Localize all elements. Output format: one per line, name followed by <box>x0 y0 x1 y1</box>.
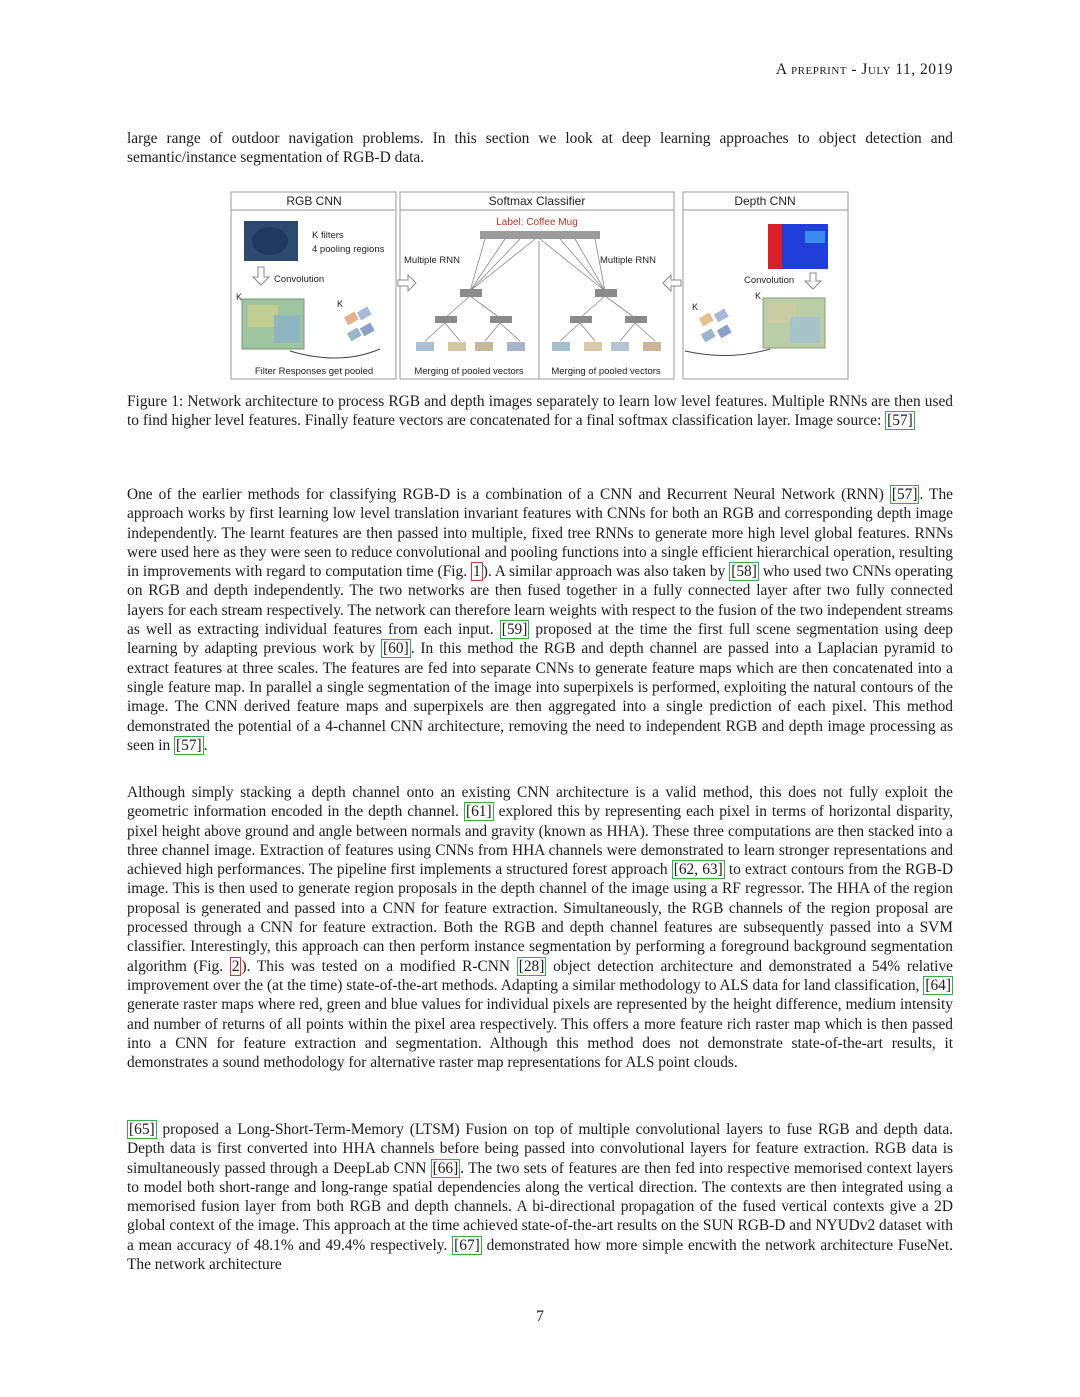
running-header <box>776 61 953 79</box>
rgb-cnn-panel <box>231 192 396 379</box>
depth-cnn-title: Depth CNN <box>734 194 796 208</box>
citation-link[interactable]: [62, 63] <box>673 861 723 879</box>
citation-link[interactable]: [67] <box>454 1236 480 1254</box>
pooling-regions-label: 4 pooling regions <box>312 244 385 255</box>
rgb-cnn-title: RGB CNN <box>286 194 342 208</box>
caption-text: Network architecture to process RGB and depth images separately to learn low level features. Multiple RNNs are then used to find higher level features. Finally feature vectors are concatenated for a final softmax classification layer. Image source: <box>127 393 953 430</box>
body-paragraph-3: [65] proposed a Long-Short-Term-Memory (LTSM) Fusion on top of multiple convolutional layers to fuse RGB and depth data. Depth data is first converted into HHA channels before being passed into convolutional layers for feature extraction. RGB data is simultaneously passed through a DeepLab CNN [66] . The two sets of features are then fed into respective memorised context layers to model both short-range and long-range spatial dependencies along the vertical direction. The contexts are then integrated using a memorised fusion layer from both RGB and depth channels. A bi-directional propagation of the fused vertical contexts give a 2D global context of the image. This approach at the time achieved state-of-the-art results on the SUN RGB-D and NYUDv2 dataset with a mean accuracy of 48.1% and 49.4% respectively. [67] demonstrated how more simple encwith the network architecture FuseNet. The network architecture <box>127 1121 953 1274</box>
softmax-title: Softmax Classifier <box>488 194 586 208</box>
body-paragraph-1: One of the earlier methods for classifying RGB-D is a combination of a CNN and Recurrent Neural Network (RNN) [57] . The approach works by first learning low level translation invariant features with CNNs for both an RGB and corresponding depth image independently. The learnt features are then passed into multiple, fixed tree RNNs to generate more high level global features. RNNs were used here as they were seen to reduce convolutional and pooling functions into a single efficient hierarchical operation, resulting in improvements with regard to computation time (Fig. 1 ). A similar approach was also taken by [58] who used two CNNs operating on RGB and depth independently. The two networks are then fused together in a fully connected layer after two fully connected layers for each stream respectively. The network can therefore learn weights with respect to the fusion of the two independent streams as well as extracting individual features from each input. [59] proposed at the time the first full scene segmentation using deep learning by adapting previous work by [60] . In this method the RGB and depth channel are passed into a Laplacian pyramid to extract features at three scales. The features are fed into separate CNNs to generate feature maps which are then concatenated into a single feature map. In parallel a single segmentation of the image into superpixels is performed, exploiting the natural contours of the image. The CNN derived feature maps and superpixels are then aggregated into a single prediction of each pixel. This method demonstrated the potential of a 4-channel CNN architecture, removing the need to independent RGB and depth image processing as seen in [57] . <box>127 486 954 754</box>
figure-reference-link[interactable]: 1 <box>473 563 481 581</box>
softmax-vector <box>480 231 600 239</box>
citation-link[interactable]: [60] <box>383 640 409 658</box>
caption-label: Figure 1: <box>127 393 184 410</box>
figure-1-caption <box>127 392 953 431</box>
filter-responses-label: Filter Responses get pooled <box>254 366 374 377</box>
k-label-4: K <box>692 302 699 312</box>
citation-link[interactable]: [28] <box>518 957 545 975</box>
convolution-label-right: Convolution <box>744 275 795 286</box>
k-label-2: K <box>337 299 344 309</box>
citation-link[interactable]: [59] <box>501 621 528 639</box>
citation-link[interactable]: [58] <box>731 563 757 581</box>
multiple-rnn-right: Multiple RNN <box>600 255 656 266</box>
figure-reference-link[interactable]: 2 <box>231 957 240 975</box>
merging-label-left: Merging of pooled vectors <box>414 366 524 377</box>
label-coffee-mug: Label: Coffee Mug <box>496 217 578 228</box>
citation-link[interactable]: [66] <box>432 1159 459 1177</box>
rnn-node-left-top <box>460 289 482 297</box>
multiple-rnn-left: Multiple RNN <box>404 255 460 266</box>
intro-paragraph: large range of outdoor navigation problems. In this section we look at deep learning approaches to object detection and semantic/instance segmentation of RGB-D data. <box>127 130 953 167</box>
merging-label-right: Merging of pooled vectors <box>551 366 661 377</box>
citation-link[interactable]: [57] <box>891 486 918 503</box>
page-number: 7 <box>536 1308 544 1325</box>
body-paragraph-2: Although simply stacking a depth channel onto an existing CNN architecture is a valid method, this does not fully exploit the geometric information encoded in the depth channel. [61] explored this by representing each pixel in terms of horizontal disparity, pixel height above ground and angle between normals and gravity (known as HHA). These three computations are then stacked into a three channel image. Extraction of features using CNNs from HHA channels were demonstrated to learn stronger representations and achieved high performances. The pipeline first implements a structured forest approach [62, 63] to extract contours from the RGB-D image. This is then used to generate region proposals in the depth channel of the image using a RF regressor. The HHA of the region proposal is generated and passed into a CNN for feature extraction. Simultaneously, the RGB channels of the region proposal are processed through a CNN for feature extraction. Both the RGB and depth channel features are subsequently passed into a SVM classifier. Interestingly, this approach can then perform instance segmentation by performing a foreground background segmentation algorithm (Fig. 2 ). This was tested on a modified R-CNN [28] object detection architecture and demonstrated a 54% relative improvement over the (at the time) state-of-the-art methods. Adapting a similar methodology to ALS data for land classification, [64] generate raster maps where red, green and blue values for individual pixels are represented by the height difference, medium intensity and number of returns of all points within the pixel area respectively. This offers a more feature rich raster map which is then passed into a CNN for feature extraction and segmentation. Although this method does not demonstrate state-of-the-art results, it demonstrates a sound methodology for alternative raster map representations for ALS point clouds. <box>127 784 953 1072</box>
figure-1-network-diagram <box>230 191 850 381</box>
preprint-label: A preprint - July 11, 2019 <box>775 61 953 78</box>
citation-link[interactable]: [61] <box>465 803 492 821</box>
k-label-3: K <box>755 291 762 301</box>
k-label-1: K <box>236 292 243 302</box>
k-filters-label: K filters <box>312 230 344 241</box>
citation-link[interactable]: [64] <box>925 976 951 994</box>
citation-link[interactable]: [65] <box>129 1121 155 1138</box>
citation-link[interactable]: [57] <box>176 736 202 754</box>
rnn-node-right-top <box>595 289 617 297</box>
convolution-label-left: Convolution <box>274 274 325 285</box>
caption-citation-link[interactable]: [57] <box>887 412 913 430</box>
